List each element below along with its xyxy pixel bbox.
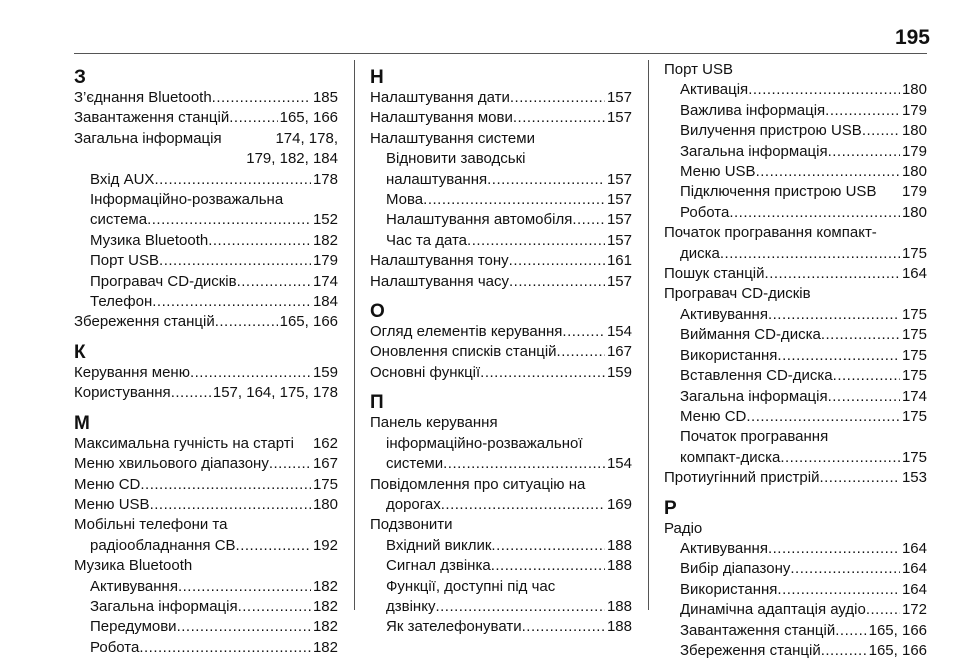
entry-term: Максимальна гучність на старті <box>74 434 294 452</box>
index-entry <box>370 88 632 108</box>
index-letter-heading: Р <box>664 497 677 519</box>
page-reference: 179 <box>901 183 927 201</box>
page-reference: 167 <box>312 455 338 473</box>
index-subentry <box>370 210 632 230</box>
dot-leader <box>522 617 605 637</box>
index-subentry <box>74 170 338 190</box>
index-subentry <box>74 638 338 658</box>
entry-term: Меню CD <box>74 475 141 493</box>
index-entry <box>370 272 632 292</box>
entry-term: Робота <box>90 638 140 656</box>
page-reference: 164 <box>901 560 927 578</box>
index-subentry <box>664 641 927 661</box>
entry-term: Протиугінний пристрій <box>664 469 820 487</box>
page-reference: 182 <box>312 577 338 595</box>
dot-leader <box>154 170 311 190</box>
entry-term: Активування <box>90 577 178 595</box>
index-subentry <box>74 251 338 271</box>
dot-leader <box>768 305 900 325</box>
dot-leader <box>177 617 311 637</box>
dot-leader <box>215 312 278 332</box>
index-subentry <box>370 170 632 190</box>
entry-term: Налаштування автомобіля <box>386 211 573 229</box>
page-reference: 165, 166 <box>868 621 927 639</box>
entry-term: Збереження станцій <box>74 313 215 331</box>
dot-leader <box>746 407 900 427</box>
dot-leader <box>171 383 211 403</box>
entry-term: Підключення пристрою USB <box>680 183 877 201</box>
index-column-2 <box>370 60 632 638</box>
index-subentry <box>664 539 927 559</box>
index-subentry <box>370 536 632 556</box>
dot-leader <box>768 539 900 559</box>
dot-leader <box>557 342 605 362</box>
index-entry <box>370 342 632 362</box>
page-reference: 180 <box>901 163 927 181</box>
dot-leader <box>229 108 277 128</box>
index-entry-line: інформаційно-розважальної <box>386 434 583 452</box>
entry-term: Передумови <box>90 618 177 636</box>
page-reference: 184 <box>312 293 338 311</box>
entry-term: Пошук станцій <box>664 265 765 283</box>
header-rule <box>74 53 927 54</box>
dot-leader <box>828 142 900 162</box>
page-reference: 154 <box>606 455 632 473</box>
index-subentry <box>664 448 927 468</box>
page-reference: 159 <box>312 363 338 381</box>
index-entry <box>370 363 632 383</box>
index-entry-line: Відновити заводські <box>386 150 526 168</box>
page-reference: 180 <box>901 81 927 99</box>
page-reference: 192 <box>312 536 338 554</box>
entry-term: компакт-диска <box>680 448 781 466</box>
entry-term: Робота <box>680 203 730 221</box>
entry-term: дорогах <box>386 495 441 513</box>
page-reference: 175 <box>901 448 927 466</box>
page-reference: 179 <box>901 142 927 160</box>
index-entry <box>664 468 927 488</box>
dot-leader <box>238 597 311 617</box>
entry-term: Музика Bluetooth <box>90 231 209 249</box>
page-reference: 188 <box>606 557 632 575</box>
index-subentry <box>370 454 632 474</box>
index-letter-heading: М <box>74 412 90 434</box>
dot-leader <box>237 272 311 292</box>
dot-leader <box>748 80 900 100</box>
index-entry-line: Подзвонити <box>370 516 453 534</box>
dot-leader <box>491 556 605 576</box>
page-reference: 164 <box>901 539 927 557</box>
index-subentry <box>370 597 632 617</box>
page-reference: 182 <box>312 231 338 249</box>
index-subentry <box>664 407 927 427</box>
page-reference: 162 <box>312 434 338 452</box>
index-entry-line: Функції, доступні під час <box>386 577 556 595</box>
entry-term: Вхід AUX <box>90 170 155 188</box>
index-subentry <box>370 231 632 251</box>
index-subentry <box>664 121 927 141</box>
entry-term: Активування <box>680 539 768 557</box>
index-entry <box>74 454 338 474</box>
dot-leader <box>862 121 900 141</box>
page-reference: 175 <box>901 346 927 364</box>
index-subentry <box>74 577 338 597</box>
dot-leader <box>513 108 605 128</box>
index-subentry <box>664 80 927 100</box>
index-subentry <box>664 182 927 202</box>
entry-term: Мова <box>386 191 424 209</box>
page-reference: 157, 164, 175, 178 <box>212 384 338 402</box>
entry-term: радіообладнання CB <box>90 536 236 554</box>
page-reference: 169 <box>606 495 632 513</box>
dot-leader <box>159 251 311 271</box>
index-column-1 <box>74 60 338 658</box>
page-reference: 174, 178, <box>275 129 338 147</box>
index-entry-line: Початок програвання <box>680 428 829 446</box>
dot-leader <box>833 366 900 386</box>
column-divider-2 <box>648 60 649 610</box>
dot-leader <box>729 203 900 223</box>
dot-leader <box>765 264 900 284</box>
index-letter-heading: З <box>74 67 86 88</box>
entry-term: Меню USB <box>680 163 756 181</box>
index-subentry <box>664 101 927 121</box>
dot-leader <box>509 272 605 292</box>
index-entry-line: Інформаційно-розважальна <box>90 191 284 209</box>
entry-term: Меню хвильового діапазону <box>74 455 269 473</box>
dot-leader <box>825 101 900 121</box>
page-reference: 175 <box>901 305 927 323</box>
dot-leader <box>821 641 867 661</box>
dot-leader <box>152 292 311 312</box>
entry-term: Сигнал дзвінка <box>386 557 491 575</box>
index-entry <box>74 383 338 403</box>
entry-term: Налаштування мови <box>370 109 513 127</box>
dot-leader <box>819 468 900 488</box>
entry-term: Налаштування часу <box>370 272 509 290</box>
entry-term: дзвінку <box>386 597 436 615</box>
page-reference: 178 <box>312 170 338 188</box>
dot-leader <box>480 363 605 383</box>
entry-term: Активування <box>680 305 768 323</box>
page-reference: 179 <box>901 101 927 119</box>
entry-term: системи <box>386 455 444 473</box>
index-subentry <box>664 600 927 620</box>
index-entry-line: Музика Bluetooth <box>74 557 193 575</box>
dot-leader <box>236 536 311 556</box>
dot-leader <box>139 638 311 658</box>
page-number: 195 <box>894 26 930 49</box>
index-subentry <box>74 272 338 292</box>
dot-leader <box>443 454 605 474</box>
entry-term: Вставлення CD-диска <box>680 367 833 385</box>
page-reference: 157 <box>606 231 632 249</box>
dot-leader <box>147 210 311 230</box>
index-subentry <box>664 305 927 325</box>
index-subentry <box>664 346 927 366</box>
page-reference: 175 <box>901 326 927 344</box>
index-entry-line: Мобільні телефони та <box>74 516 228 534</box>
index-entry <box>74 88 338 108</box>
dot-leader <box>510 88 605 108</box>
dot-leader <box>212 88 311 108</box>
index-entry-line: Панель керування <box>370 414 498 432</box>
page-reference: 157 <box>606 191 632 209</box>
entry-term: Завантаження станцій <box>680 621 836 639</box>
dot-leader <box>777 580 900 600</box>
page-reference: 175 <box>901 367 927 385</box>
index-letter-heading: Н <box>370 67 384 88</box>
entry-term: диска <box>680 244 720 262</box>
dot-leader <box>487 170 605 190</box>
index-subentry <box>370 495 632 515</box>
index-entry <box>74 108 338 128</box>
dot-leader <box>178 577 311 597</box>
index-entry <box>664 264 927 284</box>
page-reference: 188 <box>606 536 632 554</box>
index-letter-heading: К <box>74 341 86 363</box>
entry-term: Завантаження станцій <box>74 109 230 127</box>
index-subentry <box>664 366 927 386</box>
index-letter-heading: П <box>370 392 384 414</box>
page-reference: 152 <box>312 211 338 229</box>
index-entry <box>74 363 338 383</box>
index-subentry <box>664 244 927 264</box>
index-subentry <box>74 210 338 230</box>
dot-leader <box>208 231 311 251</box>
page-reference: 188 <box>606 618 632 636</box>
page-reference: 157 <box>606 211 632 229</box>
index-subentry <box>370 556 632 576</box>
entry-term: Час та дата <box>386 231 468 249</box>
page-reference: 164 <box>901 580 927 598</box>
page-reference: 165, 166 <box>279 109 338 127</box>
dot-leader <box>140 475 311 495</box>
entry-term: Вибір діапазону <box>680 560 791 578</box>
index-subentry <box>74 292 338 312</box>
entry-term: Програвач CD-дисків <box>90 272 237 290</box>
entry-term: Загальна інформація <box>680 142 828 160</box>
index-subentry <box>74 597 338 617</box>
dot-leader <box>828 387 900 407</box>
index-entry-line: Радіо <box>664 519 703 537</box>
index-entry <box>74 495 338 515</box>
dot-leader <box>821 325 900 345</box>
page-reference: 165, 166 <box>868 641 927 659</box>
page-reference: 174 <box>901 387 927 405</box>
entry-term: Налаштування тону <box>370 252 509 270</box>
page-reference: 180 <box>901 203 927 221</box>
page-reference: 154 <box>606 323 632 341</box>
dot-leader <box>720 244 900 264</box>
page-reference: 164 <box>901 265 927 283</box>
index-subentry <box>664 387 927 407</box>
index-entry-line: Початок програвання компакт- <box>664 224 877 242</box>
page-reference: 175 <box>901 244 927 262</box>
index-column-3 <box>664 60 927 661</box>
index-subentry <box>664 621 927 641</box>
dot-leader <box>435 597 605 617</box>
page-reference: 165, 166 <box>279 313 338 331</box>
entry-term: Збереження станцій <box>680 641 821 659</box>
page-reference: 185 <box>312 89 338 106</box>
index-entry <box>74 312 338 332</box>
entry-term: З’єднання Bluetooth <box>74 89 212 106</box>
entry-term: Огляд елементів керування <box>370 323 563 341</box>
index-entry <box>74 434 338 454</box>
index-subentry <box>664 559 927 579</box>
entry-term: Використання <box>680 346 778 364</box>
index-entry-line: Налаштування системи <box>370 129 535 147</box>
page-reference: 175 <box>901 407 927 425</box>
index-entry <box>370 322 632 342</box>
entry-term: Загальна інформація <box>90 597 238 615</box>
entry-term: Налаштування дати <box>370 89 510 106</box>
page-reference: 182 <box>312 618 338 636</box>
index-entry <box>370 108 632 128</box>
dot-leader <box>423 190 605 210</box>
index-entry <box>74 129 338 149</box>
page-reference: 157 <box>606 109 632 127</box>
page-reference: 179 <box>312 252 338 270</box>
entry-term: Керування меню <box>74 363 190 381</box>
page-reference: 180 <box>901 122 927 140</box>
index-subentry <box>74 536 338 556</box>
entry-term: Оновлення списків станцій <box>370 343 557 361</box>
entry-term: Меню USB <box>74 495 150 513</box>
page-reference: 188 <box>606 597 632 615</box>
entry-term: Меню CD <box>680 407 747 425</box>
page-reference: 182 <box>312 638 338 656</box>
dot-leader <box>150 495 311 515</box>
index-entry <box>74 475 338 495</box>
entry-term: Активація <box>680 81 749 99</box>
dot-leader <box>790 559 900 579</box>
dot-leader <box>572 210 605 230</box>
index-subentry <box>370 190 632 210</box>
entry-term: Загальна інформація <box>680 387 828 405</box>
dot-leader <box>866 600 900 620</box>
page-reference: 157 <box>606 170 632 188</box>
entry-term: Основні функції <box>370 363 481 381</box>
index-letter-heading: О <box>370 301 385 323</box>
dot-leader <box>777 346 900 366</box>
dot-leader <box>190 363 311 383</box>
index-entry <box>370 251 632 271</box>
dot-leader <box>491 536 605 556</box>
index-subentry <box>74 231 338 251</box>
index-subentry <box>74 617 338 637</box>
entry-term: Як зателефонувати <box>386 618 522 636</box>
index-entry-line: 179, 182, 184 <box>246 150 338 168</box>
column-divider-1 <box>354 60 355 610</box>
page-reference: 182 <box>312 597 338 615</box>
dot-leader <box>780 448 900 468</box>
entry-term: Виймання CD-диска <box>680 326 821 344</box>
page-reference: 174 <box>312 272 338 290</box>
page-reference: 172 <box>901 601 927 619</box>
entry-term: Загальна інформація <box>74 129 222 147</box>
page-reference: 157 <box>606 89 632 106</box>
entry-term: Телефон <box>90 293 153 311</box>
entry-term: Вилучення пристрою USB <box>680 122 862 140</box>
page-reference: 167 <box>606 343 632 361</box>
dot-leader <box>467 231 605 251</box>
dot-leader <box>269 454 311 474</box>
dot-leader <box>562 322 605 342</box>
page-reference: 153 <box>901 469 927 487</box>
index-subentry <box>664 203 927 223</box>
dot-leader <box>835 621 866 641</box>
index-subentry <box>664 162 927 182</box>
entry-term: Використання <box>680 580 778 598</box>
entry-term: система <box>90 211 148 229</box>
dot-leader <box>441 495 605 515</box>
page-reference: 161 <box>606 252 632 270</box>
entry-term: Важлива інформація <box>680 101 826 119</box>
index-subentry <box>370 617 632 637</box>
entry-term: налаштування <box>386 170 488 188</box>
entry-term: Динамічна адаптація аудіо <box>680 601 866 619</box>
page-reference: 157 <box>606 272 632 290</box>
index-entry-line: Програвач CD-дисків <box>664 285 811 303</box>
index-entry-line: Повідомлення про ситуацію на <box>370 475 586 493</box>
entry-term: Користування <box>74 384 171 402</box>
page-reference: 175 <box>312 475 338 493</box>
page-reference: 159 <box>606 363 632 381</box>
entry-term: Вхідний виклик <box>386 536 492 554</box>
index-subentry <box>664 325 927 345</box>
dot-leader <box>756 162 900 182</box>
index-entry-line: Порт USB <box>664 61 734 78</box>
page-reference: 180 <box>312 495 338 513</box>
index-subentry <box>664 580 927 600</box>
entry-term: Порт USB <box>90 252 160 270</box>
dot-leader <box>509 251 605 271</box>
index-subentry <box>664 142 927 162</box>
